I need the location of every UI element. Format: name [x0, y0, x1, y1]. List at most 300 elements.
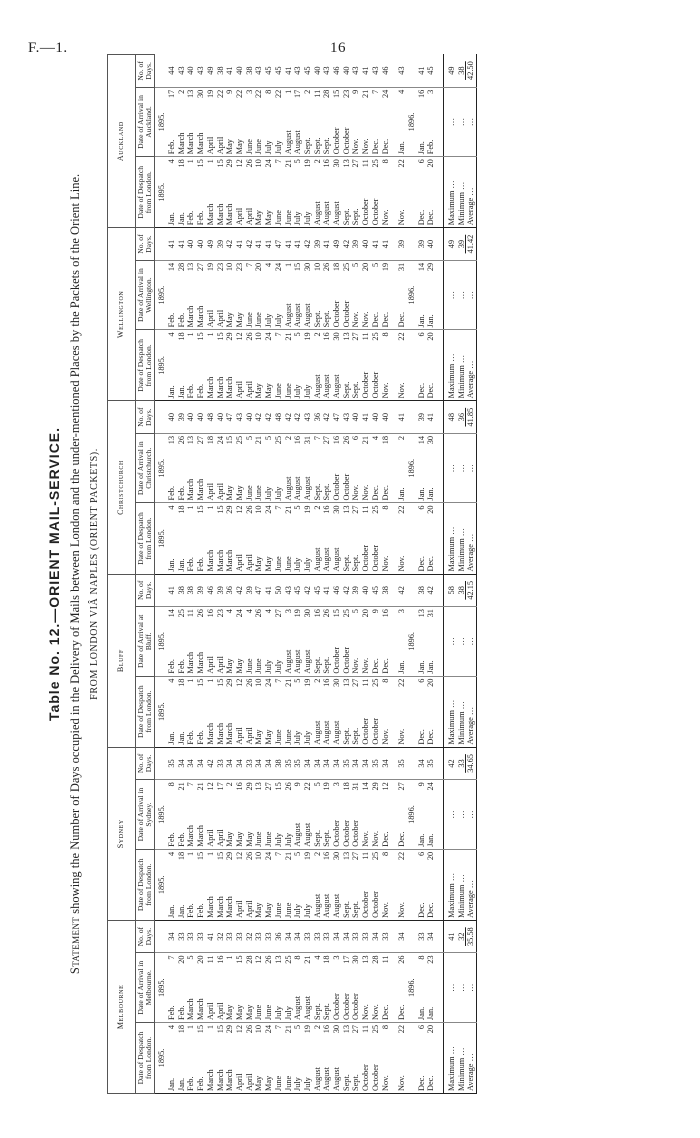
date-cell [196, 849, 206, 920]
month: March [215, 376, 225, 399]
days-cell: 33 [235, 920, 245, 953]
day: 6 [351, 435, 361, 441]
date-cell [417, 676, 427, 747]
month: Sept. [312, 829, 322, 847]
day: 21 [361, 435, 371, 445]
month: Nov. [361, 138, 371, 155]
days-cell: 45 [303, 55, 313, 88]
day: 27 [322, 435, 332, 445]
date-cell [371, 780, 381, 850]
date-cell [332, 1022, 342, 1093]
days-cell: 35 [397, 747, 407, 780]
month: Jan. [167, 385, 177, 399]
date-cell [426, 157, 436, 228]
date-cell [254, 157, 264, 228]
date-cell [351, 607, 361, 677]
day: 4 [264, 609, 274, 614]
date-cell [264, 260, 274, 330]
day: 17 [167, 89, 177, 98]
date-cell [332, 849, 342, 920]
month: October [370, 371, 380, 399]
days-cell: 33 [264, 920, 274, 953]
date-cell [313, 953, 323, 1023]
day: 12 [235, 678, 244, 687]
month: May [264, 729, 274, 745]
date-cell [216, 1022, 226, 1093]
stat-label: Average … [466, 157, 476, 228]
day: 7 [186, 782, 196, 787]
date-cell [293, 157, 303, 228]
stat-label: Minimum … [457, 1022, 467, 1093]
days-cell: 40 [216, 401, 226, 434]
date-cell [332, 260, 342, 330]
days-cell: 41 [417, 55, 427, 88]
table-row [322, 55, 332, 1094]
month: Sept. [312, 1003, 322, 1020]
day: 5 [186, 955, 196, 960]
month: Feb. [167, 1005, 177, 1020]
days-cell: 34 [225, 747, 235, 780]
day: 8 [380, 851, 390, 856]
stat-label: Maximum … [444, 157, 457, 228]
month: October [370, 198, 380, 226]
month: August [332, 547, 342, 572]
date-cell [225, 1022, 235, 1093]
date-cell [186, 87, 196, 157]
date-cell [332, 157, 342, 228]
days-cell: 39 [313, 228, 323, 261]
days-cell: 42 [397, 574, 407, 607]
date-cell [361, 260, 371, 330]
date-cell [303, 849, 313, 920]
date-cell [196, 260, 206, 330]
month: October [341, 473, 351, 501]
days-cell: 49 [332, 228, 342, 261]
table-row [196, 55, 206, 1094]
day: 21 [283, 332, 293, 341]
month: Dec. [380, 658, 390, 674]
date-cell [274, 157, 284, 228]
date-cell [342, 433, 352, 503]
month: Sept. [351, 381, 361, 399]
month: October [332, 993, 342, 1020]
month: Dec. [426, 902, 436, 918]
date-cell [196, 87, 206, 157]
month: Dec. [370, 485, 380, 501]
month: March [225, 896, 235, 918]
days-cell: 40 [361, 228, 371, 261]
year-label: 1895. [155, 260, 167, 330]
day: 20 [361, 609, 371, 618]
days-column-header: No. of Days. [136, 401, 155, 434]
month: May [225, 312, 235, 328]
day: 1 [283, 262, 293, 267]
day: 12 [235, 159, 244, 168]
day: 1 [186, 332, 196, 337]
day: 19 [205, 262, 215, 272]
day: 4 [264, 262, 274, 267]
days-cell: 41 [254, 228, 264, 261]
day: 5 [293, 1024, 303, 1030]
day: 12 [235, 1024, 244, 1034]
days-cell: 43 [351, 55, 361, 88]
month: August [322, 720, 332, 745]
date-cell [417, 330, 427, 401]
day: 1 [283, 89, 293, 94]
day: 20 [426, 1024, 436, 1034]
date-cell [322, 849, 332, 920]
day: 24 [264, 505, 274, 514]
month: June [273, 210, 283, 226]
date-cell [167, 849, 177, 920]
days-cell: 41 [361, 55, 371, 88]
day: 15 [332, 89, 342, 98]
day: 27 [351, 332, 361, 341]
month: Sept. [322, 483, 332, 501]
day: 27 [196, 262, 206, 272]
month: April [244, 380, 254, 399]
statement-text: showing the Number of Days occupied in the Delivery of Mails between London and the under-mentioned Places by the Packets of the Orient Line. [68, 173, 82, 914]
day: 5 [293, 159, 303, 164]
date-cell [167, 260, 177, 330]
month: April [235, 380, 244, 399]
date-cell [322, 157, 332, 228]
month: March [196, 132, 206, 155]
day: 1 [225, 955, 235, 960]
month: July [302, 903, 312, 918]
day: 20 [176, 955, 186, 964]
date-cell [177, 87, 187, 157]
day: 4 [225, 609, 235, 614]
date-cell [216, 953, 226, 1023]
days-cell: 34 [371, 920, 381, 953]
day: 13 [186, 435, 196, 445]
table-row [254, 55, 264, 1094]
day: 8 [293, 955, 303, 960]
day: 11 [361, 678, 371, 687]
month: July [302, 730, 312, 745]
day: 3 [332, 955, 342, 960]
month: Feb. [196, 903, 206, 918]
date-cell [235, 330, 245, 401]
date-cell [313, 87, 323, 157]
day: 7 [273, 159, 283, 164]
date-cell [381, 87, 391, 157]
month: July [273, 486, 283, 501]
day: 7 [273, 505, 283, 510]
month: October [361, 891, 371, 918]
date-cell [361, 503, 371, 574]
date-cell [351, 87, 361, 157]
month: August [322, 1067, 332, 1091]
day: 18 [176, 159, 186, 168]
days-cell: 49 [206, 55, 216, 88]
day: 18 [332, 262, 342, 272]
month: Dec. [397, 1004, 407, 1020]
month: October [332, 300, 342, 328]
day: 25 [370, 332, 380, 341]
month: April [215, 829, 225, 847]
date-cell [254, 1022, 264, 1093]
month: March [225, 1069, 235, 1091]
date-cell [235, 157, 245, 228]
month: Dec. [426, 382, 436, 399]
month: March [186, 478, 196, 501]
date-cell [303, 780, 313, 850]
day: 13 [341, 332, 351, 341]
date-cell [235, 87, 245, 157]
mail-table [107, 54, 477, 1094]
days-cell: 43 [371, 55, 381, 88]
day: 29 [426, 262, 436, 272]
date-cell [313, 157, 323, 228]
day: 5 [293, 332, 303, 337]
day: 11 [361, 159, 371, 168]
days-cell: 40 [235, 55, 245, 88]
day: 26 [244, 678, 254, 687]
days-cell: 40 [186, 228, 196, 261]
date-cell [313, 607, 323, 677]
date-cell [371, 87, 381, 157]
day: 15 [293, 262, 303, 272]
month: Feb. [176, 659, 186, 674]
day: 27 [351, 678, 361, 687]
day: 13 [361, 955, 371, 964]
day: 21 [283, 159, 293, 168]
date-cell [186, 157, 196, 228]
date-cell [381, 607, 391, 677]
month: August [322, 893, 332, 918]
day: 14 [167, 609, 177, 618]
day: 16 [205, 609, 215, 618]
day: 1 [186, 678, 196, 683]
date-cell [293, 676, 303, 747]
day: 18 [205, 435, 215, 445]
date-cell [284, 953, 294, 1023]
month: August [312, 374, 322, 399]
month: Feb. [186, 730, 196, 745]
date-cell [225, 157, 235, 228]
date-cell [351, 260, 361, 330]
date-cell [426, 953, 436, 1023]
date-cell [274, 849, 284, 920]
days-cell: 40 [351, 401, 361, 434]
month: Sept. [322, 310, 332, 328]
month: March [205, 203, 215, 226]
day: 25 [341, 609, 351, 618]
stat-value: 33 [457, 747, 467, 780]
date-cell [167, 433, 177, 503]
month: March [215, 896, 225, 918]
month: May [254, 210, 264, 226]
day: 7 [244, 262, 254, 267]
days-column-header: No. of Days. [136, 228, 155, 261]
month: June [264, 831, 274, 847]
day: 5 [264, 435, 274, 441]
month: Sept. [341, 554, 351, 572]
month: May [254, 729, 264, 745]
month: Dec. [416, 1075, 426, 1091]
stat-label-text: Average [466, 197, 476, 226]
month: October [332, 473, 342, 501]
month: Nov. [380, 1075, 390, 1091]
month: March [205, 376, 215, 399]
day: 21 [196, 782, 206, 791]
stat-label-text: Minimum [456, 538, 466, 572]
stat-value: 42.50 [466, 55, 476, 88]
day: 15 [215, 505, 225, 514]
day: 2 [312, 332, 322, 337]
date-cell [342, 260, 352, 330]
table-row [264, 55, 274, 1094]
month: Dec. [416, 209, 426, 226]
day: 10 [254, 332, 264, 341]
days-cell: 33 [361, 920, 371, 953]
date-cell [417, 260, 427, 330]
days-cell: 33 [351, 920, 361, 953]
date-cell [167, 607, 177, 677]
month: July [273, 832, 283, 847]
month: Nov. [351, 138, 361, 155]
statement-prefix: Statement [68, 916, 82, 975]
day: 4 [167, 332, 177, 337]
date-cell [284, 157, 294, 228]
month: October [351, 820, 361, 847]
month: May [264, 1075, 274, 1091]
day: 4 [312, 955, 322, 960]
day: 29 [370, 782, 380, 791]
date-cell [322, 676, 332, 747]
month: Nov. [361, 311, 371, 328]
days-cell: 43 [235, 401, 245, 434]
month: Dec. [397, 311, 407, 328]
date-cell [322, 503, 332, 574]
month: March [215, 1069, 225, 1091]
date-cell [313, 780, 323, 850]
date-cell [332, 953, 342, 1023]
date-cell [342, 780, 352, 850]
day: 7 [370, 89, 380, 94]
month: August [302, 303, 312, 328]
day: 30 [302, 609, 312, 618]
date-cell [225, 676, 235, 747]
days-cell: 40 [371, 401, 381, 434]
day: 27 [397, 782, 407, 791]
day: 10 [254, 159, 264, 168]
date-cell [225, 607, 235, 677]
month: July [293, 903, 303, 918]
date-cell [274, 676, 284, 747]
day: 9 [416, 782, 426, 787]
day: 18 [176, 332, 186, 341]
day: 19 [302, 505, 312, 514]
table-row [167, 55, 177, 1094]
month: May [254, 1075, 264, 1091]
date-cell [417, 433, 427, 503]
date-cell [216, 780, 226, 850]
month: Feb. [176, 832, 186, 847]
month: July [283, 832, 293, 847]
date-cell [235, 953, 245, 1023]
month: August [302, 822, 312, 847]
month: August [332, 1067, 342, 1091]
days-cell: 45 [264, 55, 274, 88]
month: March [225, 376, 235, 399]
year-label-1896: 1896. [407, 780, 417, 850]
days-cell: 33 [303, 920, 313, 953]
day: 26 [244, 505, 254, 514]
month: March [205, 1069, 215, 1091]
date-cell [274, 780, 284, 850]
date-cell [186, 330, 196, 401]
day: 25 [370, 1024, 380, 1034]
date-cell [342, 503, 352, 574]
month: Dec. [426, 209, 436, 226]
month: July [273, 659, 283, 674]
day: 5 [293, 851, 303, 856]
month: Dec. [426, 729, 436, 745]
date-cell [177, 503, 187, 574]
month: April [215, 1002, 225, 1020]
date-cell [342, 607, 352, 677]
day: 11 [312, 89, 322, 98]
date-cell [216, 87, 226, 157]
day: 24 [264, 1024, 274, 1034]
day: 16 [322, 1024, 332, 1034]
days-cell: 34 [235, 747, 245, 780]
month: Dec. [370, 138, 380, 155]
month: March [186, 651, 196, 674]
date-cell [216, 676, 226, 747]
day: 2 [312, 1024, 322, 1030]
date-cell [206, 607, 216, 677]
month: April [244, 900, 254, 918]
month: Sept. [312, 137, 322, 155]
month: Feb. [167, 659, 177, 674]
month: October [341, 300, 351, 328]
day: 18 [176, 505, 186, 514]
date-cell [371, 676, 381, 747]
days-cell: 46 [332, 55, 342, 88]
month: Jan. [167, 558, 177, 572]
day: 19 [302, 1024, 312, 1034]
day: 23 [215, 262, 225, 272]
table-row [371, 55, 381, 1094]
day: 26 [283, 782, 293, 791]
day: 4 [167, 1024, 177, 1030]
days-cell: 38 [177, 574, 187, 607]
day: 29 [225, 1024, 235, 1034]
days-cell: 39 [351, 228, 361, 261]
month: Nov. [397, 382, 407, 399]
month: August [312, 201, 322, 226]
table-row [351, 55, 361, 1094]
month: Sept. [322, 137, 332, 155]
day: 19 [380, 262, 390, 272]
day: 22 [302, 782, 312, 791]
month: Jan. [397, 141, 407, 155]
date-cell [303, 433, 313, 503]
month: April [235, 727, 244, 745]
month: June [283, 729, 293, 745]
month: Feb. [196, 210, 206, 226]
month: May [225, 485, 235, 501]
month: March [186, 825, 196, 847]
day: 7 [273, 1024, 283, 1030]
month: June [283, 210, 293, 226]
date-cell [313, 260, 323, 330]
month: Dec. [416, 382, 426, 399]
